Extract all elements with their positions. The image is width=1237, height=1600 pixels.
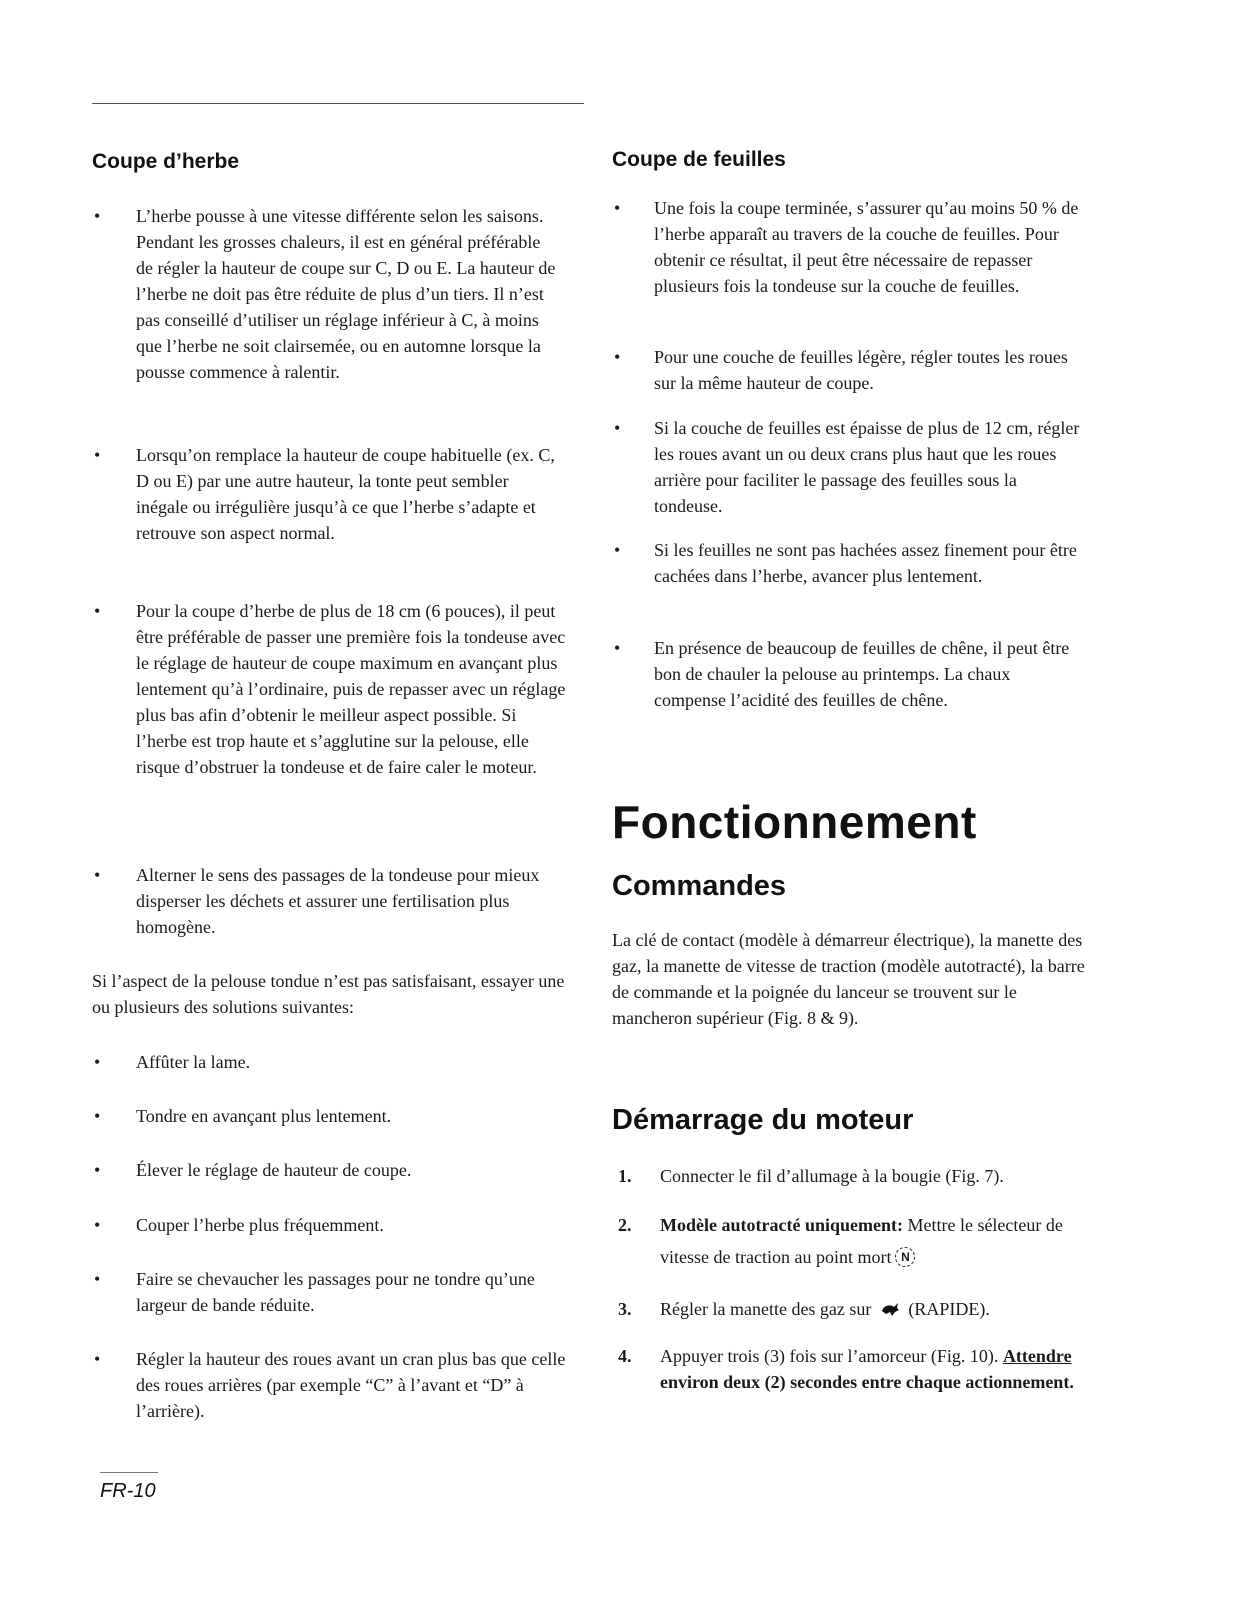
list-item: • Élever le réglage de hauteur de coupe. [92, 1157, 570, 1183]
step-bold-text: environ deux (2) secondes entre chaque actionnement. [660, 1372, 1074, 1392]
step-2 [612, 1209, 1096, 1273]
list-item: • Pour une couche de feuilles légère, régler toutes les roues sur la même hauteur de coupe. [612, 344, 1084, 396]
list-item: • L’herbe pousse à une vitesse différente selon les saisons. Pendant les grosses chaleurs, il est en général préférable de régler la hauteur de coupe sur C, D ou E. La hauteur de l’herbe ne doit pas être réduite de plus d’un tiers. Il n’est pas conseillé d’utiliser un réglage inférieur à C, à moins que l’herbe ne soit clairsemée, ou en automne lorsque la pousse commence à ralentir. [92, 203, 561, 385]
footer-rule [100, 1472, 158, 1473]
list-item: • Régler la hauteur des roues avant un cran plus bas que celle des roues arrières (par exemple “C” à l’avant et “D” à l’arrière). [92, 1346, 570, 1424]
rabbit-icon [880, 1301, 900, 1317]
list-item: • Une fois la coupe terminée, s’assurer qu’au moins 50 % de l’herbe apparaît au travers de la couche de feuilles. Pour obtenir ce résultat, il peut être nécessaire de repasser plusieurs fois la tondeuse sur la couche de feuilles. [612, 195, 1084, 299]
step-text: Connecter le fil d’allumage à la bougie (Fig. 7). [660, 1166, 1004, 1186]
list-item: • Si la couche de feuilles est épaisse de plus de 12 cm, régler les roues avant un ou deux crans plus haut que les roues arrière pour faciliter le passage des feuilles sous la tondeuse. [612, 415, 1084, 519]
controls-heading: Commandes [612, 870, 787, 902]
list-item: • Si les feuilles ne sont pas hachées assez finement pour être cachées dans l’herbe, avancer plus lentement. [612, 537, 1084, 589]
page-number: FR-10 [100, 1480, 156, 1502]
step-number: 2. [618, 1215, 632, 1235]
list-item: • Alterner le sens des passages de la tondeuse pour mieux disperser les déchets et assurer une fertilisation plus homogène. [92, 862, 570, 940]
step-number: 1. [618, 1166, 632, 1186]
main-title: Fonctionnement [612, 796, 977, 848]
step-text: Régler la manette des gaz sur [660, 1299, 872, 1319]
solutions-intro: Si l’aspect de la pelouse tondue n’est pas satisfaisant, essayer une ou plusieurs des solutions suivantes: [92, 971, 565, 1017]
list-item: • Pour la coupe d’herbe de plus de 18 cm (6 pouces), il peut être préférable de passer une première fois la tondeuse avec le réglage de hauteur de coupe maximum en avançant plus lentement qu’à l’ordinaire, puis de repasser avec un réglage plus bas afin d’obtenir le meilleur aspect possible. Si l’herbe est trop haute et s’agglutine sur la pelouse, elle risque d’obstruer la tondeuse et de faire caler le moteur. [92, 598, 566, 780]
list-item: • Tondre en avançant plus lentement. [92, 1103, 570, 1129]
step-number: 3. [618, 1299, 632, 1319]
step-4 [612, 1343, 1096, 1395]
engine-start-heading: Démarrage du moteur [612, 1104, 914, 1136]
neutral-icon: N [895, 1247, 915, 1267]
grass-cutting-heading: Coupe d’herbe [92, 150, 240, 173]
step-bold-text: Modèle autotracté uniquement: [660, 1215, 903, 1235]
step-text: Mettre le sélecteur de vitesse de traction au point mort [660, 1215, 1063, 1267]
list-item: • Affûter la lame. [92, 1049, 570, 1075]
step-3 [612, 1296, 1096, 1322]
step-number: 4. [618, 1346, 632, 1366]
top-rule [92, 103, 584, 104]
step-text: Appuyer trois (3) fois sur l’amorceur (Fig. 10). [660, 1346, 1003, 1366]
list-item: • Lorsqu’on remplace la hauteur de coupe habituelle (ex. C, D ou E) par une autre hauteur, la tonte peut sembler inégale ou irrégulière jusqu’à ce que l’herbe s’adapte et retrouve son aspect normal. [92, 442, 564, 546]
list-item: • Faire se chevaucher les passages pour ne tondre qu’une largeur de bande réduite. [92, 1266, 570, 1318]
step-1 [612, 1163, 1096, 1189]
list-item: • Couper l’herbe plus fréquemment. [92, 1212, 570, 1238]
step-text: (RAPIDE). [908, 1299, 990, 1319]
controls-text: La clé de contact (modèle à démarreur électrique), la manette des gaz, la manette de vitesse de traction (modèle autotracté), la barre de commande et la poignée du lanceur se trouvent sur le mancheron supérieur (Fig. 8 & 9). [612, 930, 1085, 1028]
list-item: • En présence de beaucoup de feuilles de chêne, il peut être bon de chauler la pelouse au printemps. La chaux compense l’acidité des feuilles de chêne. [612, 635, 1084, 713]
leaf-cutting-heading: Coupe de feuilles [612, 148, 786, 171]
step-underline-text: Attendre [1002, 1346, 1072, 1366]
